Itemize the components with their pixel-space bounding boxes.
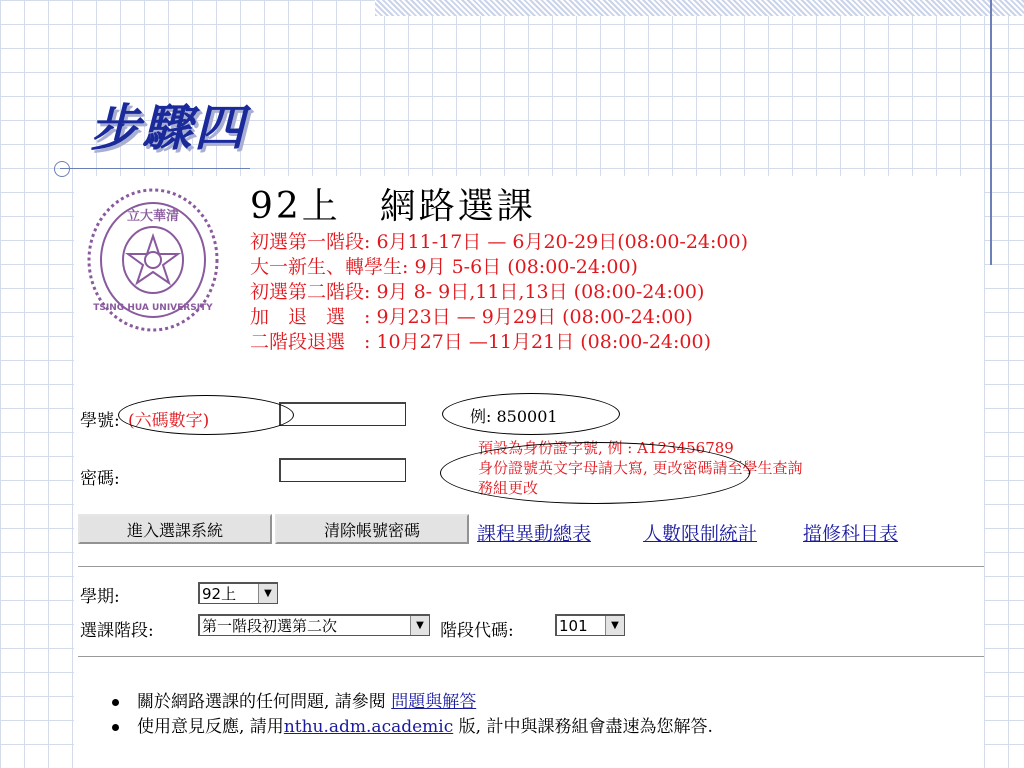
schedule-item: 初選第二階段: 9月 8- 9日,11日,13日 (08:00-24:00) [250, 281, 705, 303]
student-id-hint: (六碼數字) [128, 411, 210, 431]
stage-code-label: 階段代碼: [440, 621, 514, 641]
list-item [112, 690, 713, 715]
enter-system-button[interactable]: 進入選課系統 [78, 514, 272, 544]
decorative-line-circle [54, 161, 70, 177]
bullet-icon [112, 724, 119, 731]
prerequisite-block-link[interactable]: 擋修科目表 [803, 523, 899, 545]
course-changes-link[interactable]: 課程異動總表 [477, 523, 592, 545]
schedule-item: 初選第一階段: 6月11-17日 — 6月20-29日(08:00-24:00) [250, 231, 748, 253]
svg-text:立大華清: 立大華清 [126, 209, 180, 224]
semester-label: 學期: [80, 587, 120, 607]
list-item [112, 715, 713, 740]
feedback-text: 使用意見反應, 請用 [137, 717, 284, 737]
feedback-text-after: 版, 計中與課務組會盡速為您解答. [453, 717, 713, 737]
semester-value: 92上 [202, 585, 237, 603]
newsgroup-link[interactable]: nthu.adm.academic [283, 717, 454, 737]
enrollment-limit-link[interactable]: 人數限制統計 [643, 523, 758, 545]
password-label: 密碼: [80, 469, 120, 489]
stage-code-value: 101 [559, 616, 588, 635]
schedule-item: 大一新生、轉學生: 9月 5-6日 (08:00-24:00) [250, 256, 638, 278]
schedule-list [250, 230, 748, 355]
info-list [112, 690, 713, 740]
highlight-ellipse [440, 442, 750, 504]
university-seal-logo [84, 186, 222, 334]
decorative-title-line [60, 168, 250, 169]
stage-value: 第一階段初選第二次 [202, 617, 338, 635]
schedule-item: 二階段退選 : 10月27日 —11月21日 (08:00-24:00) [250, 331, 711, 353]
stage-label: 選課階段: [80, 621, 154, 641]
student-id-example: 例: 850001 [470, 407, 558, 426]
stage-code-select[interactable] [555, 614, 625, 636]
decorative-vertical-line [990, 0, 992, 265]
svg-text:TSING HUA UNIVERSITY: TSING HUA UNIVERSITY [93, 303, 213, 313]
schedule-item: 加 退 選 : 9月23日 — 9月29日 (08:00-24:00) [250, 306, 693, 328]
semester-select[interactable] [198, 582, 278, 604]
divider [78, 656, 984, 658]
stage-select[interactable] [198, 614, 430, 636]
student-id-input[interactable] [279, 402, 406, 426]
faq-link[interactable]: 問題與解答 [391, 692, 477, 712]
faq-text: 關於網路選課的任何問題, 請參閱 [137, 692, 392, 712]
page-heading: 92上 網路選課 [250, 186, 536, 227]
password-note-line: 務組更改 [478, 479, 539, 497]
chevron-down-icon[interactable]: ▼ [258, 584, 277, 603]
chevron-down-icon[interactable]: ▼ [410, 616, 429, 635]
highlight-ellipse [442, 393, 620, 435]
password-note-line: 身份證號英文字母請大寫, 更改密碼請至學生查詢 [478, 459, 803, 477]
student-id-label: 學號: [80, 411, 120, 431]
password-note-line: 預設為身份證字號, 例 : A123456789 [478, 439, 734, 457]
decorative-top-band [375, 0, 1024, 16]
highlight-ellipse [118, 395, 294, 435]
chevron-down-icon[interactable]: ▼ [605, 616, 624, 635]
clear-credentials-button[interactable]: 清除帳號密碼 [275, 514, 469, 544]
divider [78, 566, 984, 568]
slide-title: 步驟四 [90, 98, 246, 157]
bullet-icon [112, 699, 119, 706]
password-input[interactable] [279, 458, 406, 482]
